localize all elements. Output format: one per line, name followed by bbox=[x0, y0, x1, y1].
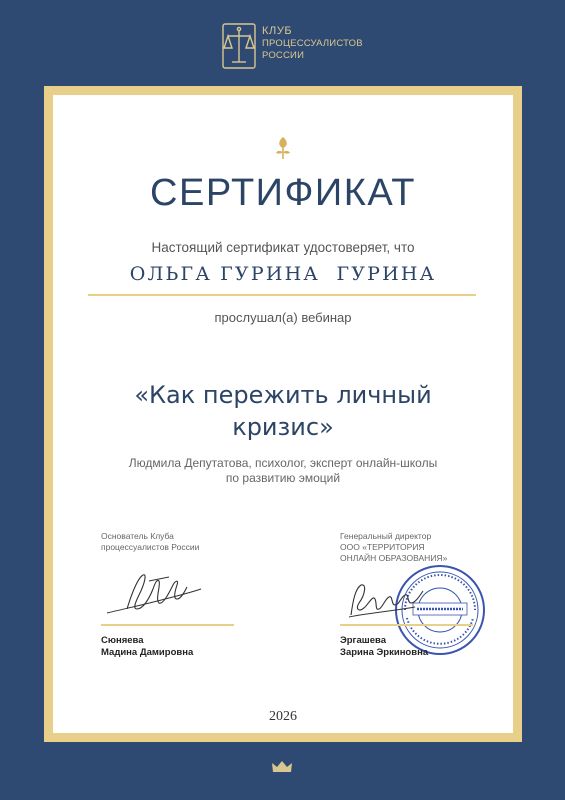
author-line-2: по развитию эмоций bbox=[225, 471, 341, 485]
right-name-line-1: Эргашева bbox=[340, 635, 387, 646]
left-role-line-2: процессуалистов России bbox=[101, 542, 200, 552]
webinar-title-line-1: «Как пережить личный bbox=[134, 381, 432, 409]
left-signatory-role bbox=[101, 531, 199, 553]
listened-text: прослушал(а) вебинар bbox=[214, 310, 352, 325]
certificate-intro: Настоящий сертификат удостоверяет, что bbox=[151, 240, 415, 255]
name-underline bbox=[88, 294, 476, 296]
right-name-line-2: Зарина Эркиновна bbox=[340, 647, 429, 658]
right-signatory-name bbox=[340, 635, 428, 659]
logo-line-1: КЛУБ bbox=[262, 25, 293, 37]
webinar-author bbox=[53, 456, 513, 486]
certificate-year: 2026 bbox=[269, 709, 297, 724]
left-name-line-1: Сюняева bbox=[101, 635, 144, 646]
webinar-title bbox=[53, 379, 513, 443]
right-signatory-role bbox=[340, 531, 447, 564]
author-line-1: Людмила Депутатова, психолог, эксперт онлайн-школы bbox=[128, 456, 438, 470]
certificate-paper bbox=[53, 95, 513, 733]
right-role-line-2: ООО «ТЕРРИТОРИЯ bbox=[340, 542, 425, 552]
logo-text bbox=[262, 24, 363, 62]
sprout-icon bbox=[275, 135, 291, 161]
club-logo bbox=[0, 18, 565, 70]
left-signatory-name bbox=[101, 635, 193, 659]
webinar-title-line-2: кризис» bbox=[232, 413, 334, 441]
recipient-name: ОЛЬГА ГУРИНА ГУРИНА bbox=[129, 263, 437, 285]
left-name-line-2: Мадина Дамировна bbox=[101, 647, 194, 658]
logo-line-3: РОССИИ bbox=[262, 50, 305, 61]
crown-icon bbox=[271, 760, 293, 774]
logo-line-2: ПРОЦЕССУАЛИСТОВ bbox=[262, 38, 363, 49]
left-signature-line bbox=[101, 624, 234, 626]
left-signature bbox=[103, 569, 203, 621]
right-signature-line bbox=[340, 624, 473, 626]
right-signature bbox=[345, 571, 433, 623]
certificate-title: СЕРТИФИКАТ bbox=[150, 172, 416, 214]
scales-of-justice-icon bbox=[220, 22, 258, 70]
left-role-line-1: Основатель Клуба bbox=[101, 531, 174, 541]
right-role-line-1: Генеральный директор bbox=[340, 531, 432, 541]
right-role-line-3: ОНЛАЙН ОБРАЗОВАНИЯ» bbox=[340, 553, 448, 563]
